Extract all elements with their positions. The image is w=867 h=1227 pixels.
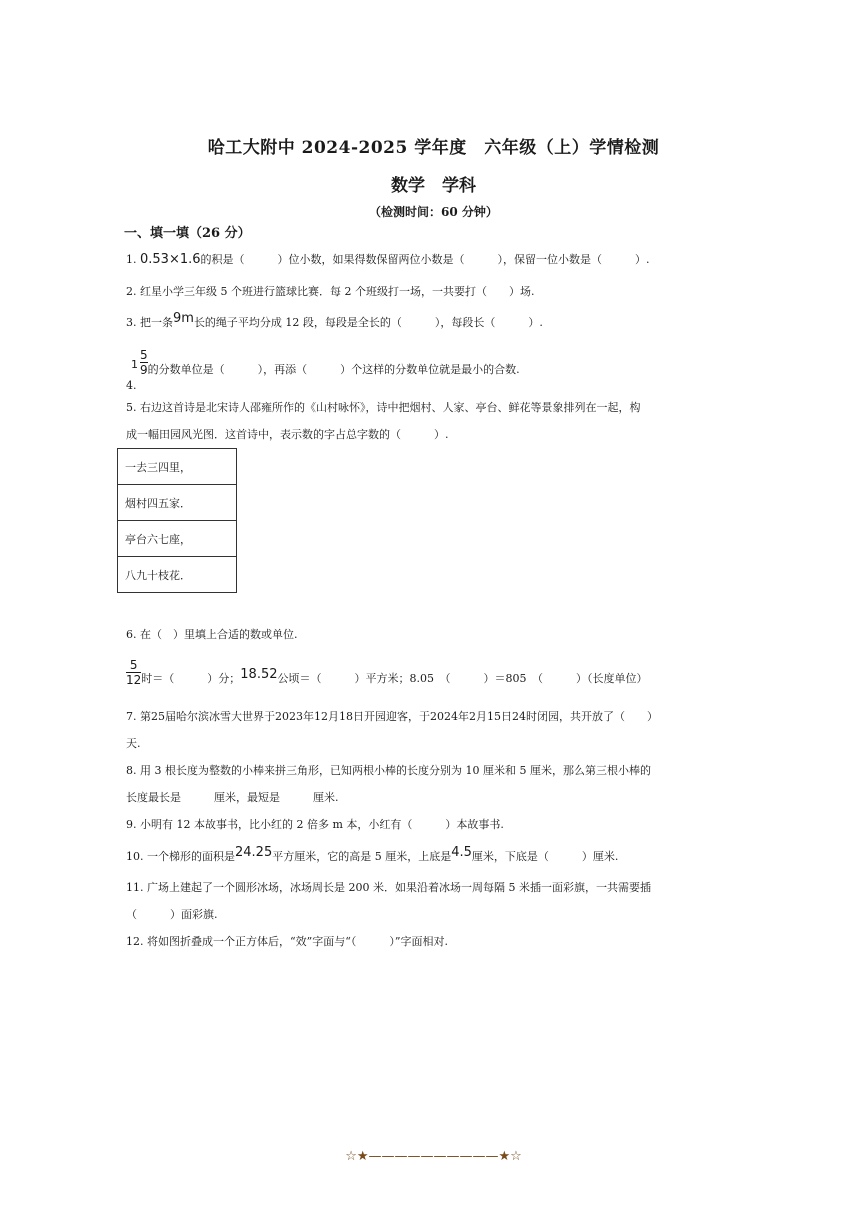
q4-mixed-number [131,348,148,377]
question-7-line1: 7. 第25届哈尔滨冰雪大世界于2023年12月18日开园迎客，于2024年2月15日24时闭园，共开放了（ ） [126,710,658,723]
question-6-conversions [126,658,648,687]
question-5-line2: 成一幅田园风光图．这首诗中，表示数的字占总字数的（ ）. [126,428,449,441]
q10-suffix: 厘米，下底是（ ）厘米. [471,850,619,863]
q3-expression: 9m [173,311,194,326]
q4-number: 4. [126,378,137,392]
question-8-line1: 8. 用 3 根长度为整数的小棒来拼三角形，已知两根小棒的长度分别为 10 厘米和 5 厘米，那么第三根小棒的 [126,764,651,777]
q4-numerator: 5 [140,348,148,362]
question-9: 9. 小明有 12 本故事书，比小红的 2 倍多 m 本，小红有（ ）本故事书. [126,818,504,831]
poem-line: 八九十枝花． [118,557,237,593]
q10-top-base: 4.5 [451,845,472,860]
q6-expression: 18.52 [240,666,278,682]
section-heading: 一、填一填（26 分） [124,226,251,241]
q4-whole: 1 [131,358,138,371]
question-11-line1: 11. 广场上建起了一个圆形冰场，冰场周长是 200 米．如果沿着冰场一周每隔 5 米插一面彩旗，一共需要插 [126,881,651,894]
question-8-line2: 长度最长是 厘米，最短是 厘米. [126,791,339,804]
q10-prefix: 10. 一个梯形的面积是 [126,850,235,863]
question-11-line2: （ ）面彩旗. [126,908,218,921]
q4-denominator: 9 [140,363,148,377]
q6-part2: 公顷＝（ ）平方米；8.05 （ ）＝805 （ ）（长度单位） [277,671,648,685]
poem-line: 烟村四五家． [118,485,237,521]
q1-number: 1. [126,253,137,266]
question-10 [126,845,619,864]
q3-prefix: 3. 把一条 [126,316,173,329]
q6-numerator: 5 [129,658,138,672]
q10-middle: 平方厘米，它的高是 5 厘米，上底是 [272,850,452,863]
question-5-line1: 5. 右边这首诗是北宋诗人邵雍所作的《山村咏怀》，诗中把烟村、人家、亭台、鲜花等景象排列在一起，构 [126,401,641,414]
question-6: 6. 在（ ）里填上合适的数或单位. [126,628,298,641]
q1-text: 的积是（ ）位小数，如果得数保留两位小数是（ ），保留一位小数是（ ）. [200,253,650,266]
question-3 [126,311,543,330]
poem-line: 亭台六七座， [118,521,237,557]
question-1 [126,253,650,267]
question-2: 2. 红星小学三年级 5 个班进行篮球比赛．每 2 个班级打一场，一共要打（ ）场. [126,285,535,298]
q4-text: 的分数单位是（ ），再添（ ）个这样的分数单位就是最小的合数. [147,362,520,376]
q6-part1: 时＝（ ）分； [141,671,241,685]
q6-denominator: 12 [126,673,142,687]
q3-text: 长的绳子平均分成 12 段，每段是全长的（ ），每段长（ ）. [193,316,543,329]
exam-title: 哈工大附中 2024-2025 学年度 六年级（上）学情检测 [207,138,660,158]
poem-table [117,448,237,593]
q10-area: 24.25 [235,845,273,860]
question-4 [126,348,520,392]
footer-decoration: ☆★——————————★☆ [345,1149,522,1164]
q1-expression: 0.53×1.6 [140,252,201,267]
question-12: 12. 将如图折叠成一个正方体后，“效”字面与“（ ）”字面相对. [126,935,448,948]
exam-subject: 数学 学科 [391,176,476,196]
q6-fraction [126,658,141,687]
exam-time: （检测时间：60 分钟） [369,205,498,219]
poem-line: 一去三四里， [118,449,237,485]
question-7-line2: 天. [126,737,141,750]
